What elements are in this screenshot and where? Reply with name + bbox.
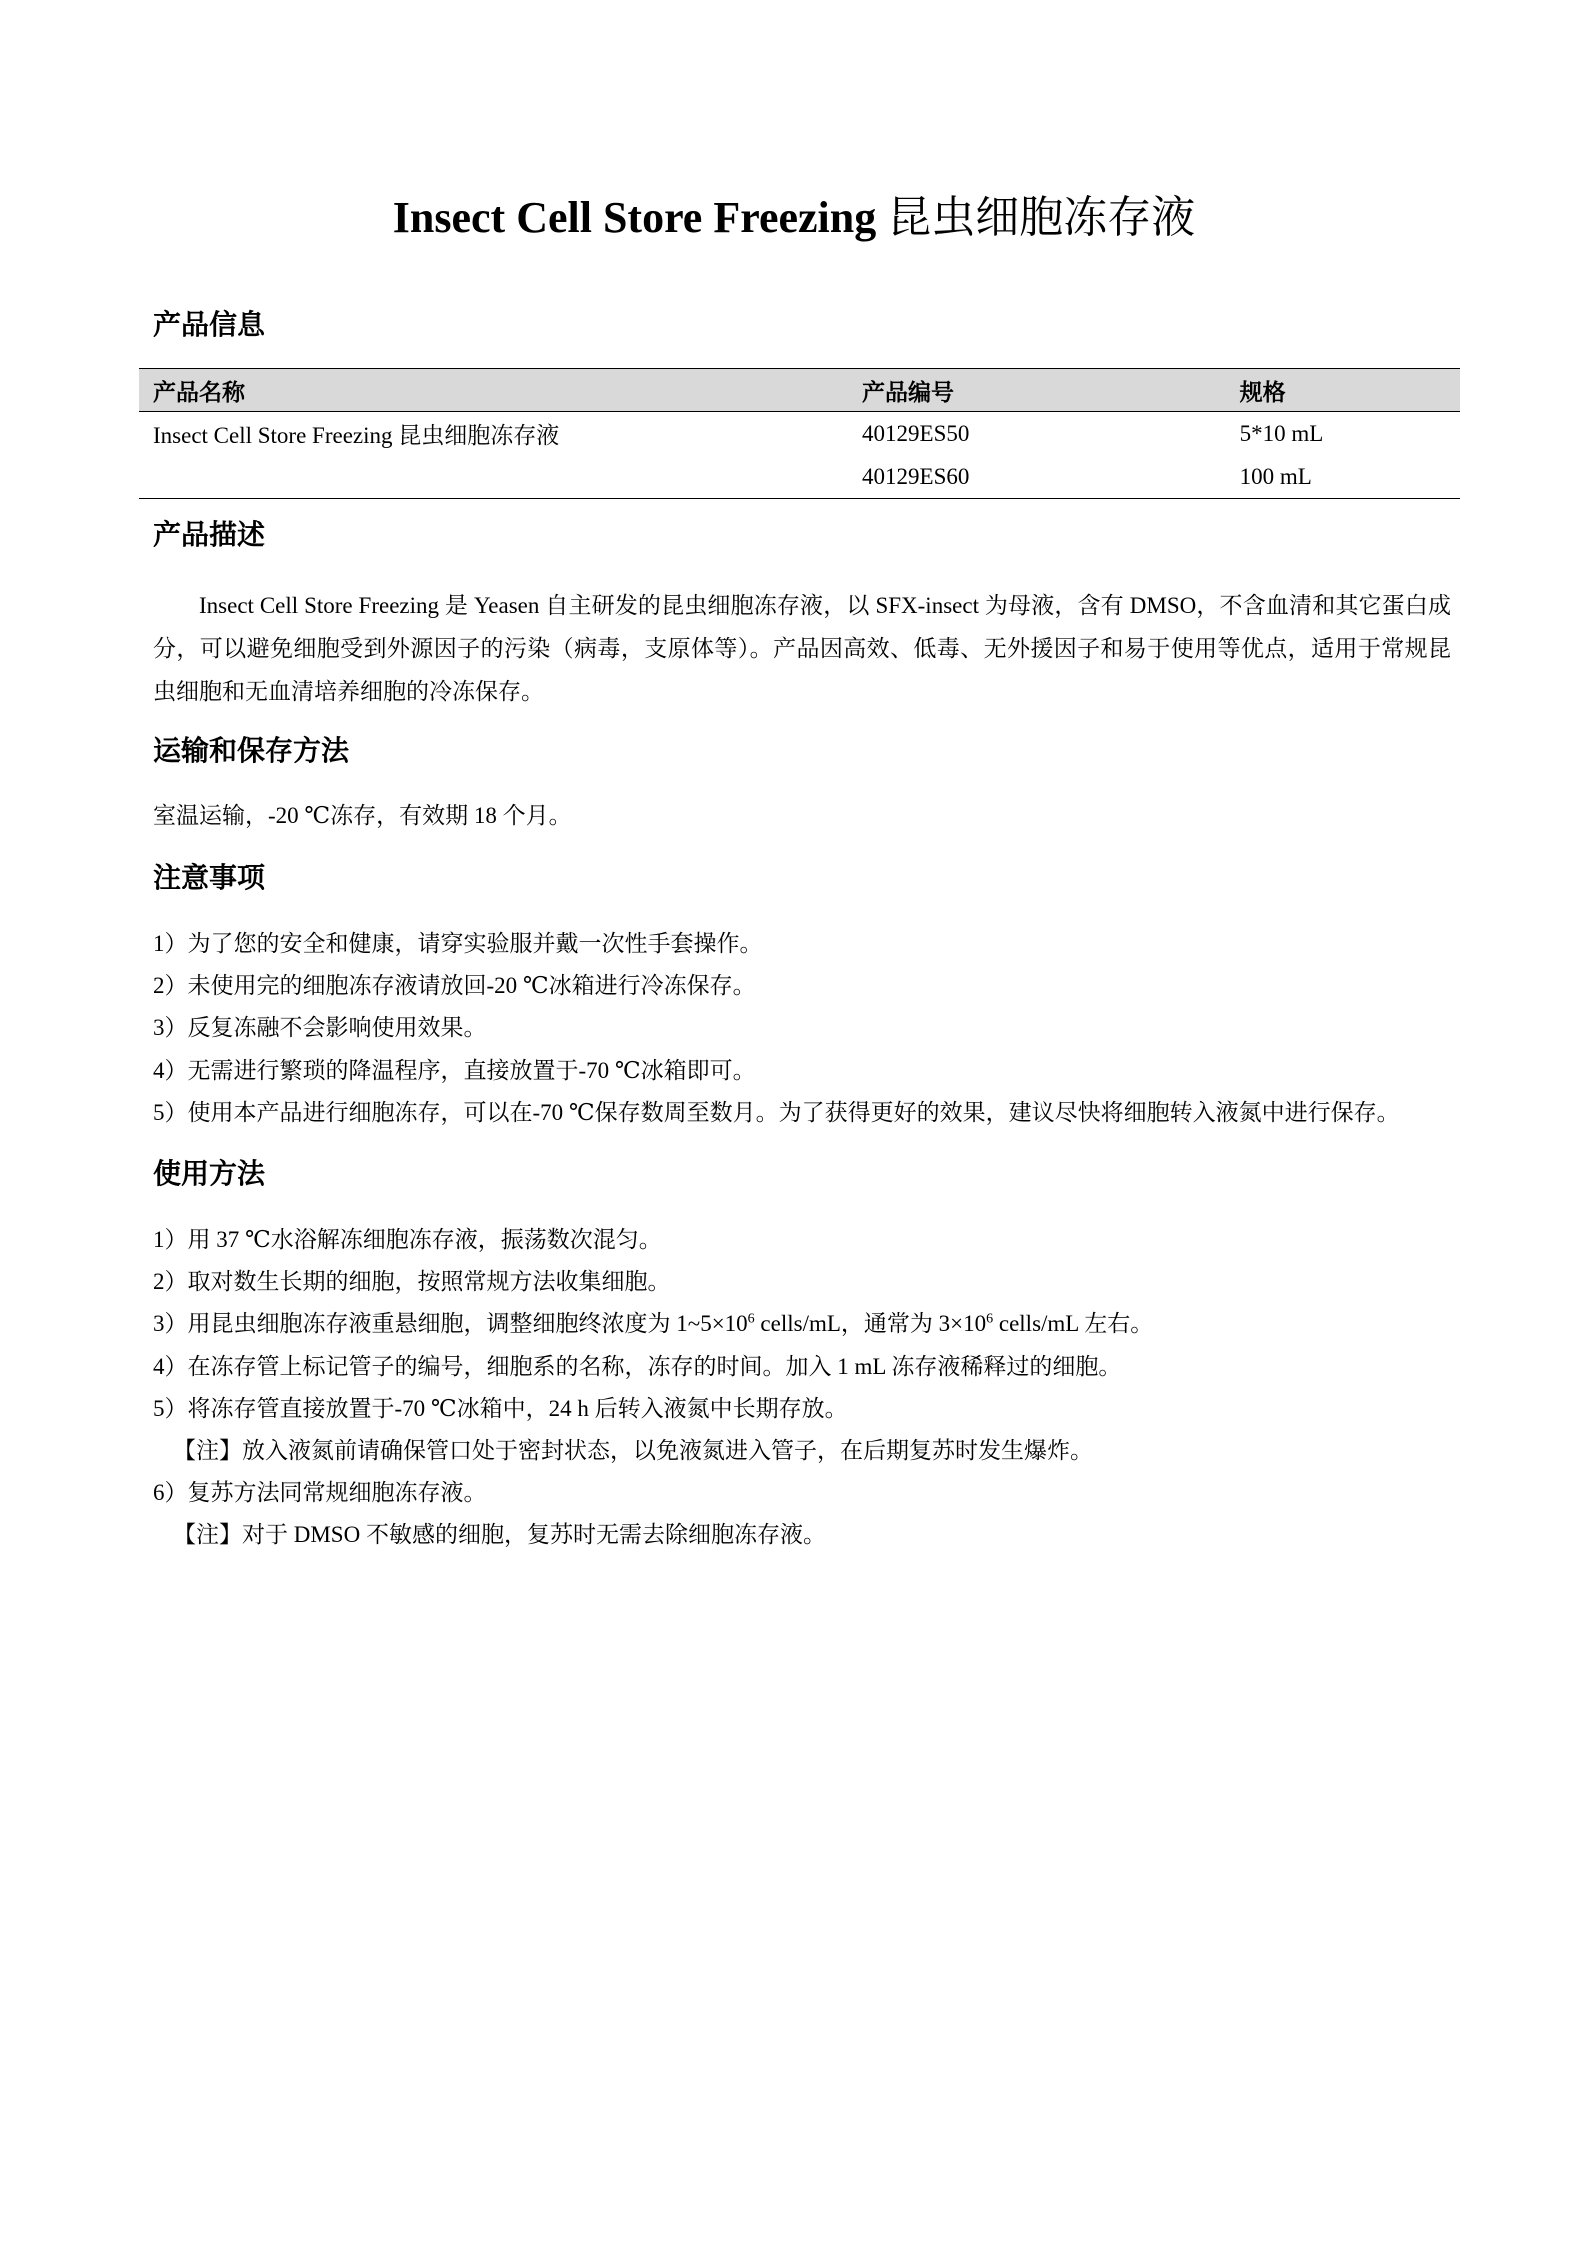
- usage-step-6: 6）复苏方法同常规细胞冻存液。: [153, 1480, 487, 1505]
- title-english: Insect Cell Store Freezing: [392, 193, 877, 242]
- page-title: [0, 190, 1588, 246]
- table-row: [139, 455, 1460, 499]
- usage-note-5: 【注】放入液氮前请确保管口处于密封状态，以免液氮进入管子，在后期复苏时发生爆炸。: [173, 1438, 1093, 1463]
- cell-product-name: [139, 455, 862, 499]
- header-product-name: 产品名称: [153, 379, 245, 405]
- superscript-exponent: 6: [986, 1311, 994, 1327]
- heading-description: 产品描述: [153, 520, 266, 551]
- usage-step-4: 4）在冻存管上标记管子的编号，细胞系的名称，冻存的时间。加入 1 mL 冻存液稀释过的细胞。: [153, 1354, 1122, 1379]
- note-item: 1）为了您的安全和健康，请穿实验服并戴一次性手套操作。: [153, 931, 763, 956]
- superscript-exponent: 6: [747, 1311, 755, 1327]
- cell-spec: 100 mL: [1239, 463, 1312, 489]
- usage-step-1: 1）用 37 ℃水浴解冻细胞冻存液，振荡数次混匀。: [153, 1227, 662, 1252]
- usage-step-3-text: cells/mL，通常为 3×10: [754, 1311, 987, 1336]
- note-item: 3）反复冻融不会影响使用效果。: [153, 1015, 487, 1040]
- heading-product-info: 产品信息: [153, 310, 266, 341]
- usage-step-3-text: cells/mL 左右。: [993, 1311, 1154, 1336]
- storage-text: 室温运输，-20 ℃冻存，有效期 18 个月。: [153, 803, 572, 828]
- heading-notes: 注意事项: [153, 863, 266, 894]
- heading-storage: 运输和保存方法: [153, 736, 350, 767]
- usage-step-3: [153, 1309, 1153, 1339]
- heading-usage: 使用方法: [153, 1159, 266, 1190]
- description-paragraph: Insect Cell Store Freezing 是 Yeasen 自主研发的昆虫细胞冻存液，以 SFX-insect 为母液，含有 DMSO，不含血清和其它蛋白成分，可以避免细胞受到外源因子的污染（病毒，支原体等）。产品因高效、低毒、无外援因子和易于使用等优点，适用于常规昆虫细胞和无血清培养细胞的冷冻保存。: [153, 593, 1451, 704]
- product-table: [139, 368, 1460, 499]
- usage-step-5: 5）将冻存管直接放置于-70 ℃冰箱中，24 h 后转入液氮中长期存放。: [153, 1396, 848, 1421]
- header-product-code: 产品编号: [862, 379, 955, 405]
- note-item: 5）使用本产品进行细胞冻存，可以在-70 ℃保存数周至数月。为了获得更好的效果，建议尽快将细胞转入液氮中进行保存。: [153, 1100, 1400, 1125]
- title-chinese: 昆虫细胞冻存液: [887, 193, 1196, 242]
- note-item: 4）无需进行繁琐的降温程序，直接放置于-70 ℃冰箱即可。: [153, 1058, 756, 1083]
- cell-spec: 5*10 mL: [1239, 420, 1324, 446]
- note-item: 2）未使用完的细胞冻存液请放回-20 ℃冰箱进行冷冻保存。: [153, 973, 756, 998]
- cell-product-code: 40129ES60: [862, 463, 970, 489]
- cell-product-code: 40129ES50: [862, 420, 970, 446]
- usage-note-6: 【注】对于 DMSO 不敏感的细胞，复苏时无需去除细胞冻存液。: [173, 1522, 826, 1547]
- usage-step-2: 2）取对数生长期的细胞，按照常规方法收集细胞。: [153, 1269, 671, 1294]
- header-spec: 规格: [1239, 379, 1286, 405]
- usage-step-3-text: 3）用昆虫细胞冻存液重悬细胞，调整细胞终浓度为 1~5×10: [153, 1311, 748, 1336]
- table-row: [139, 412, 1460, 456]
- cell-product-name: Insect Cell Store Freezing 昆虫细胞冻存液: [153, 423, 560, 448]
- table-header-row: [139, 369, 1460, 412]
